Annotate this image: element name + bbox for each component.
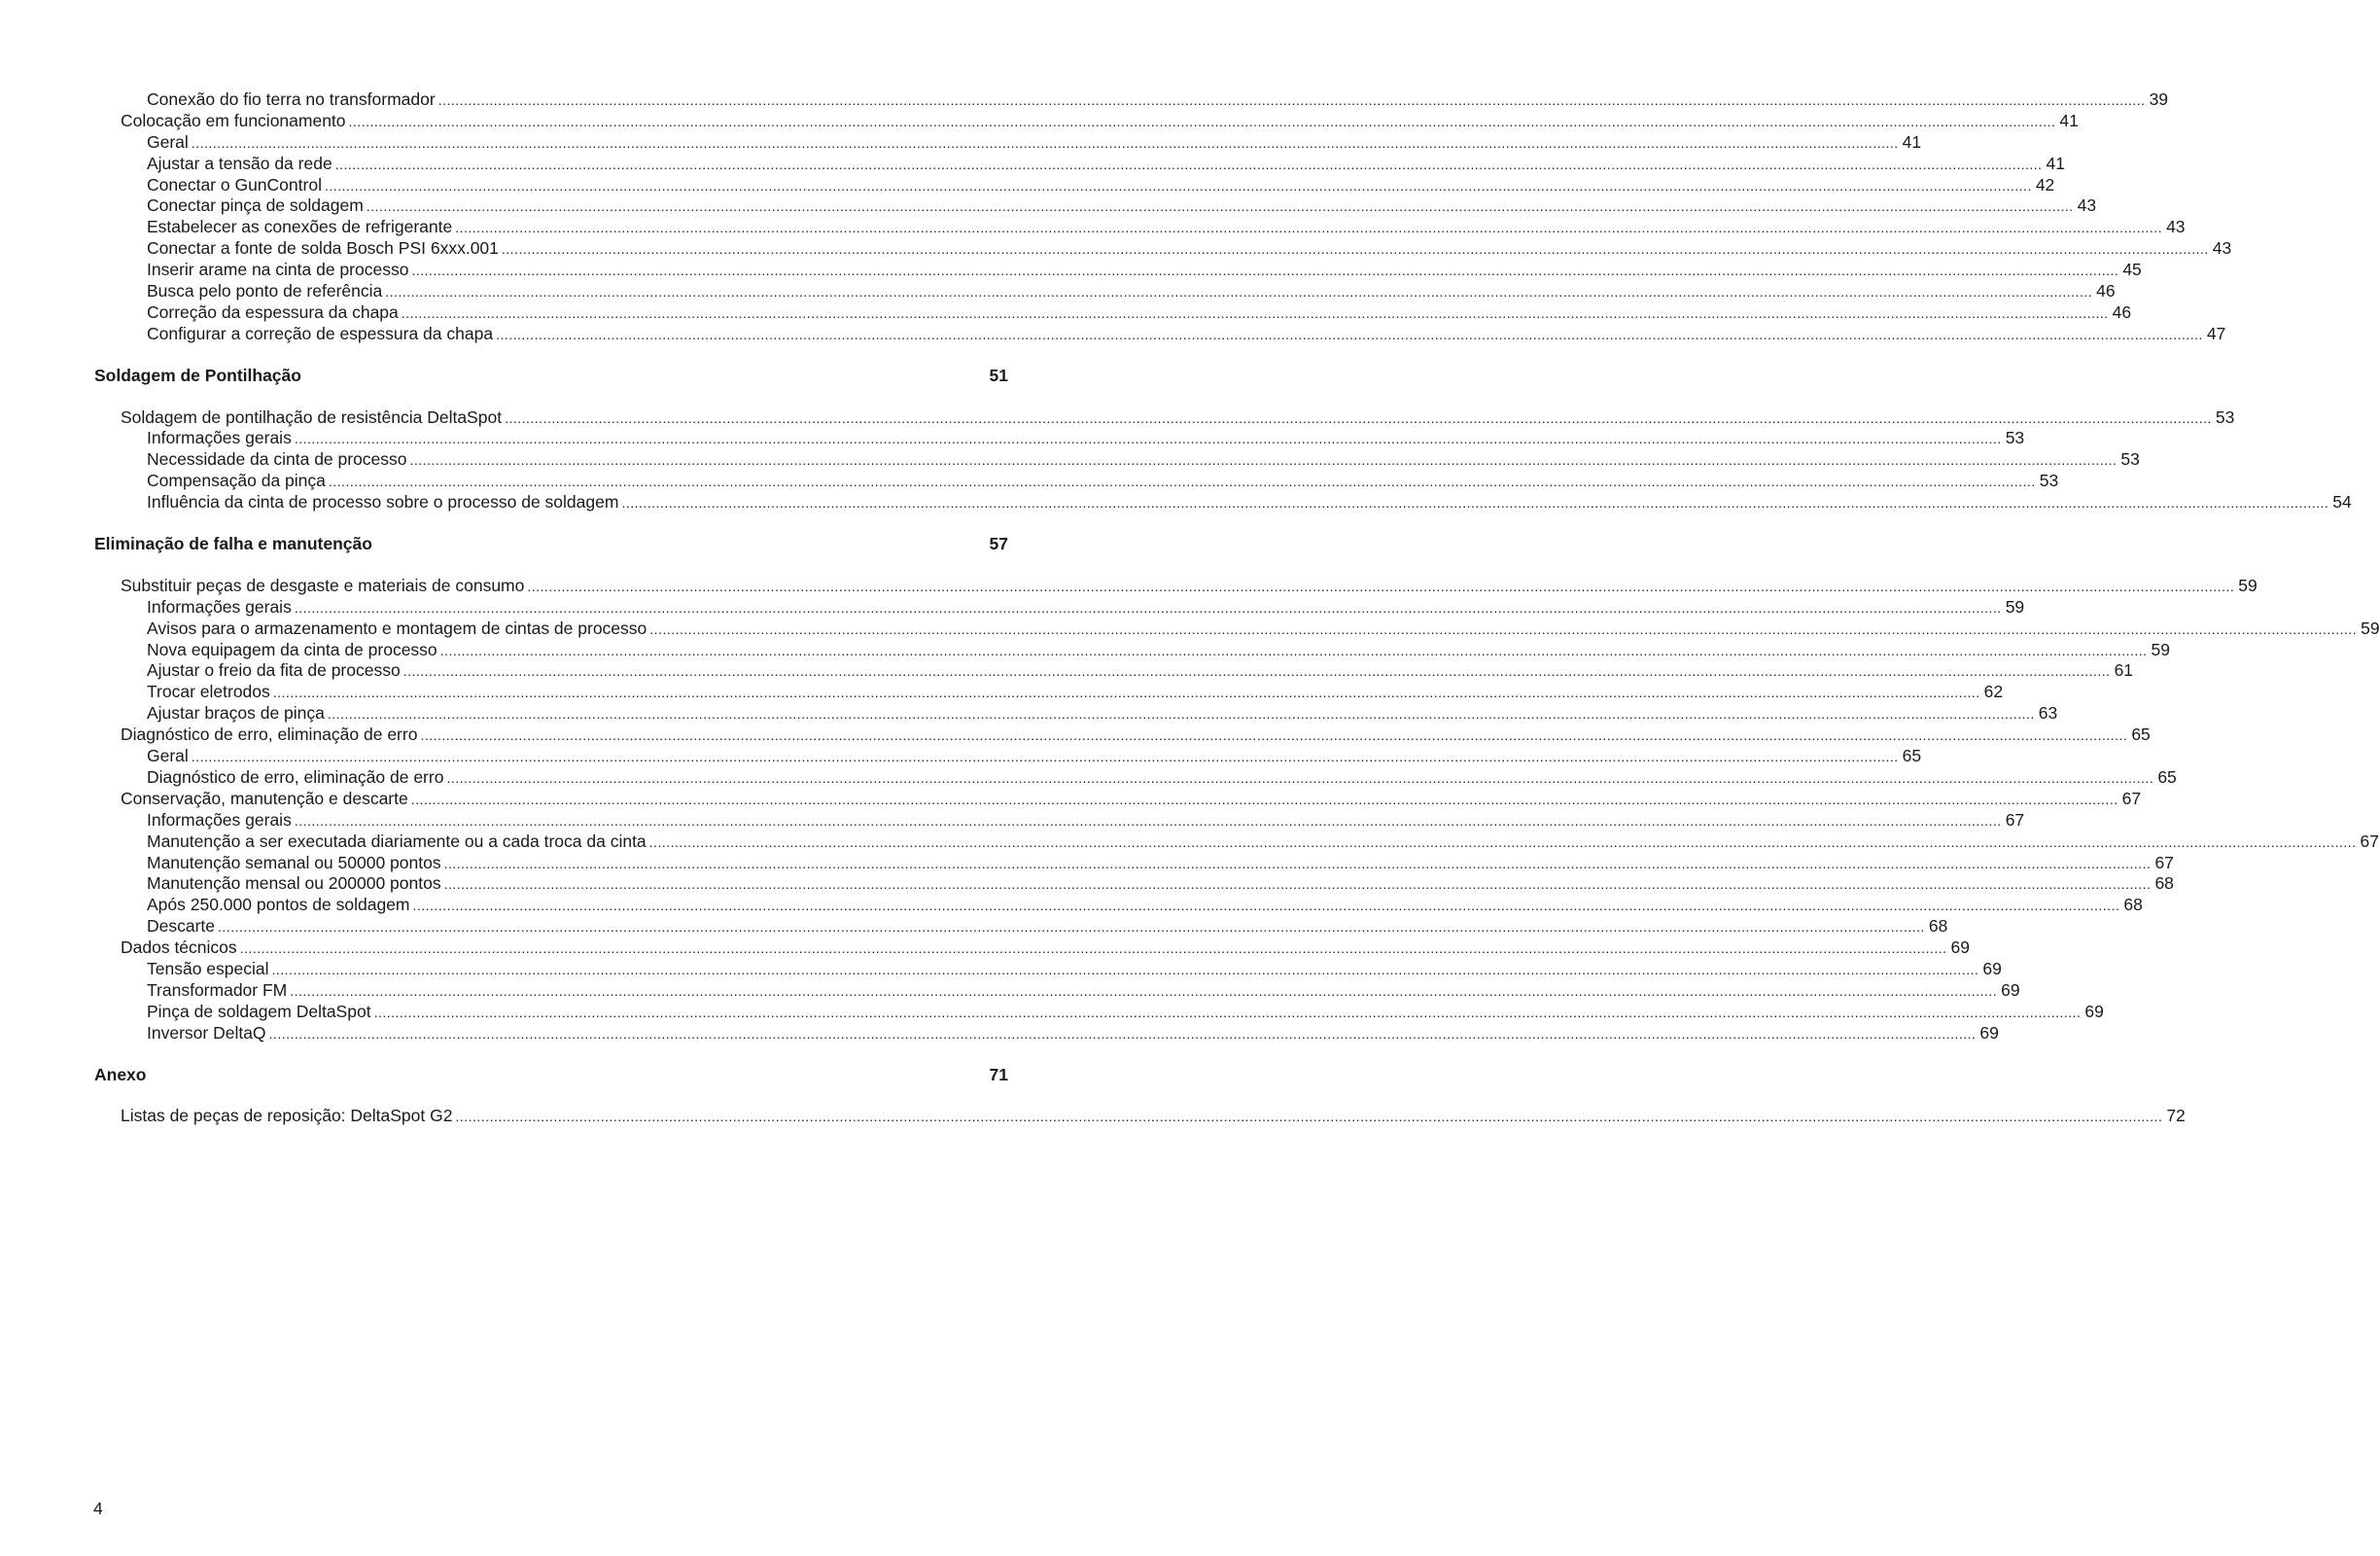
dot-leader: ................................................................................................................................................................................................................................................................................................................................................................................................................	[411, 263, 2119, 279]
toc-entry-page: 59	[2238, 575, 2258, 595]
toc-entry-page: 46	[2096, 281, 2116, 301]
toc-entry-title: Estabelecer as conexões de refrigerante	[147, 217, 453, 237]
toc-entry[interactable]	[94, 831, 2379, 853]
toc-entry-page: 71	[989, 1064, 1008, 1084]
toc-entry-page: 59	[2361, 618, 2380, 638]
toc-entry[interactable]	[94, 746, 1922, 767]
toc-entry-page: 54	[2332, 492, 2352, 513]
toc-entry-title: Eliminação de falha e manutenção	[94, 534, 372, 554]
toc-entry-page: 62	[1983, 682, 2004, 702]
toc-entry-page: 39	[2149, 89, 2169, 109]
toc-entry-page: 46	[2112, 301, 2132, 322]
dot-leader: ................................................................................................................................................................................................................................................................................................................................................................................................................	[443, 855, 2152, 871]
toc-entry-title: Inserir arame na cinta de processo	[147, 260, 409, 280]
toc-entry-title: Substituir peças de desgaste e materiais de consumo	[121, 575, 525, 595]
toc-entry-title: Correção da espessura da chapa	[147, 301, 399, 322]
toc-chapter[interactable]	[94, 534, 1008, 555]
dot-leader: ................................................................................................................................................................................................................................................................................................................................................................................................................	[272, 685, 1980, 701]
dot-leader: ................................................................................................................................................................................................................................................................................................................................................................................................................	[294, 812, 2002, 829]
toc-entry-page: 57	[989, 534, 1008, 554]
toc-entry[interactable]	[94, 979, 2020, 1002]
toc-entry[interactable]	[94, 110, 2079, 132]
dot-leader: ................................................................................................................................................................................................................................................................................................................................................................................................................	[268, 1025, 1977, 1042]
toc-entry[interactable]	[94, 916, 1948, 937]
dot-leader: ................................................................................................................................................................................................................................................................................................................................................................................................................	[218, 919, 1925, 936]
dot-leader: ................................................................................................................................................................................................................................................................................................................................................................................................................	[191, 749, 1899, 765]
toc-entry-page: 67	[2121, 788, 2142, 808]
toc-entry-title: Colocação em funcionamento	[121, 110, 346, 130]
dot-leader: ................................................................................................................................................................................................................................................................................................................................................................................................................	[334, 156, 2043, 172]
toc-entry-page: 53	[2120, 449, 2140, 470]
toc-entry[interactable]	[94, 788, 2142, 810]
toc-entry[interactable]	[94, 660, 2134, 682]
toc-entry-title: Diagnóstico de erro, eliminação de erro	[147, 766, 444, 787]
toc-entry[interactable]	[94, 958, 2002, 980]
toc-entry[interactable]	[94, 281, 2116, 302]
toc-entry[interactable]	[94, 639, 2170, 661]
dot-leader: ................................................................................................................................................................................................................................................................................................................................................................................................................	[348, 113, 2056, 129]
toc-entry[interactable]	[94, 428, 2025, 449]
toc-entry[interactable]	[94, 153, 2066, 175]
toc-entry-title: Conectar o GunControl	[147, 174, 322, 194]
dot-leader: ................................................................................................................................................................................................................................................................................................................................................................................................................	[505, 409, 2212, 426]
dot-leader: ................................................................................................................................................................................................................................................................................................................................................................................................................	[290, 982, 1998, 999]
dot-leader: ................................................................................................................................................................................................................................................................................................................................................................................................................	[621, 495, 2329, 512]
dot-leader: ................................................................................................................................................................................................................................................................................................................................................................................................................	[455, 220, 2163, 236]
toc-entry-page: 43	[2077, 195, 2097, 216]
toc-entry[interactable]	[94, 1106, 2186, 1127]
dot-leader: ................................................................................................................................................................................................................................................................................................................................................................................................................	[191, 134, 1899, 151]
toc-entry-page: 59	[2005, 596, 2025, 617]
toc-entry[interactable]	[94, 1001, 2104, 1023]
dot-leader: ................................................................................................................................................................................................................................................................................................................................................................................................................	[294, 599, 2002, 616]
dot-leader: ................................................................................................................................................................................................................................................................................................................................................................................................................	[324, 177, 2032, 194]
toc-entry[interactable]	[94, 618, 2380, 640]
toc-entry-title: Descarte	[147, 916, 216, 937]
toc-entry[interactable]	[94, 301, 2132, 324]
toc-entry[interactable]	[94, 766, 2177, 789]
dot-leader: ................................................................................................................................................................................................................................................................................................................................................................................................................	[402, 663, 2111, 680]
toc-entry-title: Informações gerais	[147, 428, 292, 448]
toc-entry-page: 69	[1950, 937, 1970, 958]
toc-entry-title: Conexão do fio terra no transformador	[147, 89, 436, 109]
toc-entry[interactable]	[94, 703, 2058, 725]
toc-entry-title: Conectar pinça de soldagem	[147, 195, 364, 216]
toc-entry-page: 61	[2114, 660, 2134, 681]
dot-leader: ................................................................................................................................................................................................................................................................................................................................................................................................................	[373, 1004, 2082, 1020]
toc-entry-page: 68	[1928, 916, 1948, 937]
dot-leader: ................................................................................................................................................................................................................................................................................................................................................................................................................	[328, 474, 2036, 490]
toc-entry-title: Após 250.000 pontos de soldagem	[147, 895, 410, 915]
toc-entry-title: Conservação, manutenção e descarte	[121, 788, 408, 808]
toc-entry-page: 53	[2215, 407, 2235, 427]
toc-entry[interactable]	[94, 809, 2025, 831]
toc-entry[interactable]	[94, 575, 2258, 597]
toc-entry-title: Influência da cinta de processo sobre o processo de soldagem	[147, 492, 619, 513]
toc-entry-page: 59	[2151, 639, 2170, 659]
toc-entry-title: Manutenção a ser executada diariamente ou a cada troca da cinta	[147, 831, 647, 851]
toc-entry-title: Manutenção mensal ou 200000 pontos	[147, 873, 441, 894]
dot-leader: ................................................................................................................................................................................................................................................................................................................................................................................................................	[501, 241, 2209, 258]
toc-entry-page: 68	[2154, 873, 2174, 894]
dot-leader: ................................................................................................................................................................................................................................................................................................................................................................................................................	[239, 940, 1947, 957]
dot-leader: ................................................................................................................................................................................................................................................................................................................................................................................................................	[649, 620, 2358, 637]
toc-entry-page: 69	[1979, 1022, 1999, 1043]
toc-entry-page: 69	[2001, 979, 2020, 1000]
toc-entry[interactable]	[94, 238, 2232, 260]
toc-entry-title: Inversor DeltaQ	[147, 1022, 266, 1043]
dot-leader: ................................................................................................................................................................................................................................................................................................................................................................................................................	[455, 1109, 2163, 1125]
toc-entry-page: 69	[1982, 958, 2002, 978]
toc-entry[interactable]	[94, 937, 1970, 959]
toc-entry-page: 42	[2035, 174, 2055, 194]
dot-leader: ................................................................................................................................................................................................................................................................................................................................................................................................................	[294, 431, 2002, 447]
toc-entry[interactable]	[94, 89, 2169, 111]
toc-entry-title: Busca pelo ponto de referência	[147, 281, 383, 301]
toc-entry-title: Avisos para o armazenamento e montagem de cintas de processo	[147, 618, 648, 638]
toc-entry-title: Nova equipagem da cinta de processo	[147, 639, 438, 659]
toc-entry-title: Dados técnicos	[121, 937, 237, 958]
toc-entry-title: Ajustar o freio da fita de processo	[147, 660, 401, 681]
toc-entry[interactable]	[94, 323, 2226, 345]
toc-entry-title: Informações gerais	[147, 809, 292, 830]
toc-entry[interactable]	[94, 1022, 1999, 1044]
toc-entry[interactable]	[94, 174, 2055, 196]
toc-entry-title: Diagnóstico de erro, eliminação de erro	[121, 725, 418, 745]
toc-entry[interactable]	[94, 195, 2097, 217]
toc-entry-title: Pinça de soldagem DeltaSpot	[147, 1001, 371, 1021]
toc-chapter[interactable]	[94, 1065, 1008, 1086]
toc-entry-page: 41	[2046, 153, 2066, 173]
toc-entry-page: 41	[2059, 110, 2079, 130]
dot-leader: ................................................................................................................................................................................................................................................................................................................................................................................................................	[439, 642, 2148, 658]
toc-entry-page: 53	[2039, 471, 2059, 491]
toc-entry-page: 67	[2154, 852, 2174, 872]
toc-entry-page: 63	[2038, 703, 2058, 724]
toc-entry-page: 53	[2005, 428, 2025, 448]
toc-entry-page: 43	[2166, 217, 2186, 237]
toc-entry-title: Compensação da pinça	[147, 471, 326, 491]
toc-entry[interactable]	[94, 471, 2059, 492]
toc-entry-title: Necessidade da cinta de processo	[147, 449, 407, 470]
toc-entry-title: Geral	[147, 746, 189, 766]
toc-entry[interactable]	[94, 895, 2143, 916]
toc-entry-title: Informações gerais	[147, 596, 292, 617]
toc-entry-page: 41	[1902, 131, 1922, 152]
toc-entry-title: Transformador FM	[147, 979, 288, 1000]
toc-entry-title: Soldagem de Pontilhação	[94, 365, 301, 385]
toc-entry[interactable]	[94, 492, 2352, 513]
toc-entry[interactable]	[94, 873, 2174, 895]
toc-entry-title: Trocar eletrodos	[147, 682, 270, 702]
toc-entry[interactable]	[94, 260, 2142, 281]
toc-entry-title: Ajustar a tensão da rede	[147, 153, 332, 173]
dot-leader: ................................................................................................................................................................................................................................................................................................................................................................................................................	[648, 833, 2357, 850]
toc-entry-page: 65	[2157, 766, 2177, 787]
toc-entry-page: 69	[2084, 1001, 2104, 1021]
dot-leader: ................................................................................................................................................................................................................................................................................................................................................................................................................	[446, 769, 2154, 786]
toc-entry-page: 43	[2212, 238, 2232, 259]
toc-entry-title: Geral	[147, 131, 189, 152]
dot-leader: ................................................................................................................................................................................................................................................................................................................................................................................................................	[496, 326, 2203, 342]
toc-entry[interactable]	[94, 449, 2140, 471]
toc-entry-page: 67	[2005, 809, 2025, 830]
table-of-contents	[94, 89, 2380, 1127]
toc-entry-title: Configurar a correção de espessura da chapa	[147, 323, 494, 343]
toc-entry-page: 72	[2166, 1106, 2186, 1126]
toc-entry[interactable]	[94, 217, 2186, 238]
toc-entry-page: 45	[2122, 260, 2142, 280]
dot-leader: ................................................................................................................................................................................................................................................................................................................................................................................................................	[271, 961, 1979, 977]
toc-entry-page: 65	[2131, 725, 2151, 745]
toc-entry-page: 51	[989, 365, 1008, 385]
toc-entry-title: Soldagem de pontilhação de resistência DeltaSpot	[121, 407, 503, 427]
dot-leader: ................................................................................................................................................................................................................................................................................................................................................................................................................	[438, 92, 2146, 108]
toc-chapter[interactable]	[94, 366, 1008, 387]
dot-leader: ................................................................................................................................................................................................................................................................................................................................................................................................................	[527, 578, 2235, 594]
toc-entry-page: 67	[2360, 831, 2379, 851]
toc-entry-title: Listas de peças de reposição: DeltaSpot G2	[121, 1106, 453, 1126]
dot-leader: ................................................................................................................................................................................................................................................................................................................................................................................................................	[409, 452, 2118, 469]
toc-entry-title: Ajustar braços de pinça	[147, 703, 325, 724]
dot-leader: ................................................................................................................................................................................................................................................................................................................................................................................................................	[420, 727, 2128, 744]
toc-entry[interactable]	[94, 725, 2151, 746]
toc-entry[interactable]	[94, 407, 2235, 429]
dot-leader: ................................................................................................................................................................................................................................................................................................................................................................................................................	[412, 898, 2120, 914]
toc-entry[interactable]	[94, 852, 2174, 874]
toc-entry-page: 68	[2123, 895, 2143, 915]
toc-entry-title: Anexo	[94, 1064, 147, 1084]
dot-leader: ................................................................................................................................................................................................................................................................................................................................................................................................................	[366, 198, 2074, 215]
dot-leader: ................................................................................................................................................................................................................................................................................................................................................................................................................	[443, 876, 2152, 893]
dot-leader: ................................................................................................................................................................................................................................................................................................................................................................................................................	[401, 304, 2109, 321]
toc-entry-title: Conectar a fonte de solda Bosch PSI 6xxx.001	[147, 238, 499, 259]
dot-leader: ................................................................................................................................................................................................................................................................................................................................................................................................................	[385, 284, 2093, 301]
toc-entry[interactable]	[94, 596, 2025, 619]
toc-entry-page: 47	[2206, 323, 2226, 343]
toc-entry-title: Manutenção semanal ou 50000 pontos	[147, 852, 441, 872]
toc-entry[interactable]	[94, 131, 1922, 154]
dot-leader: ................................................................................................................................................................................................................................................................................................................................................................................................................	[327, 706, 2035, 723]
toc-entry-page: 65	[1902, 746, 1922, 766]
dot-leader: ................................................................................................................................................................................................................................................................................................................................................................................................................	[410, 791, 2118, 807]
toc-entry[interactable]	[94, 682, 2004, 703]
toc-entry-title: Tensão especial	[147, 958, 269, 978]
page-number: 4	[93, 1499, 103, 1518]
